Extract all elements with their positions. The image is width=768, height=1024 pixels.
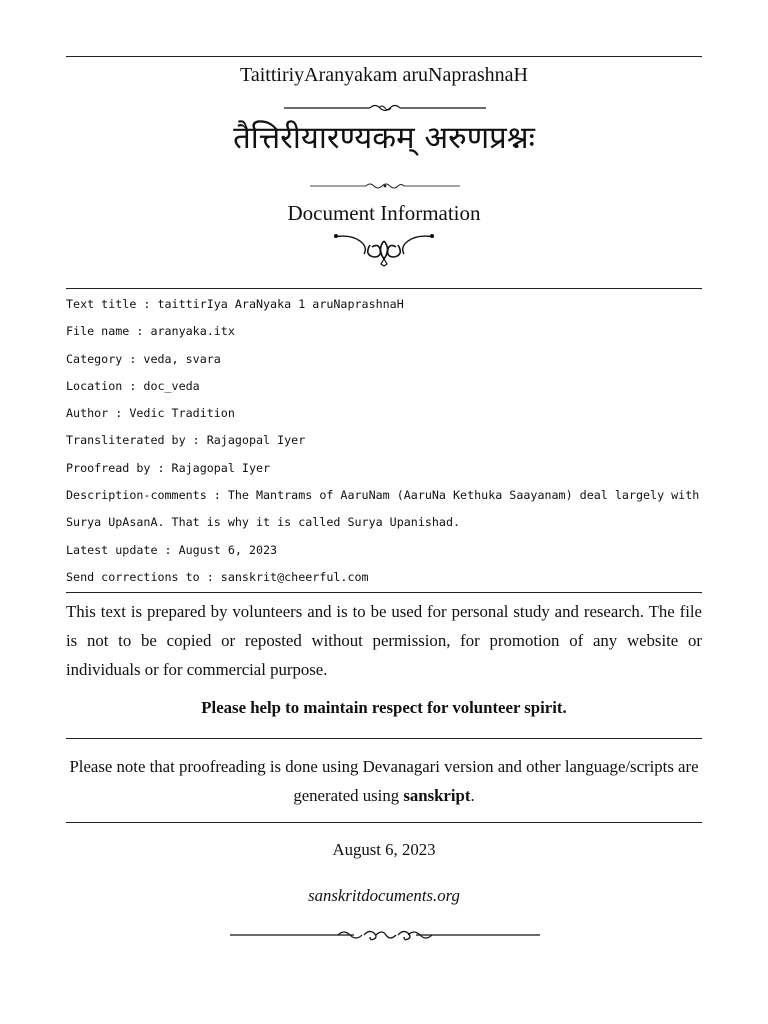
- metadata-line-latest-update: Latest update : August 6, 2023: [66, 542, 278, 557]
- ornament-divider-bottom: [228, 927, 542, 943]
- page-title: TaittiriyAranyakam aruNaprashnaH: [240, 64, 528, 86]
- metadata-line-category: Category : veda, svara: [66, 351, 221, 366]
- top-rule: [66, 56, 702, 57]
- footer-rule: [66, 822, 702, 823]
- proofreading-tool: sanskript: [403, 786, 471, 805]
- metadata-line-text-title: Text title : taittirIya AraNyaka 1 aruNaprashnaH: [66, 297, 404, 311]
- metadata-line-send-corrections: Send corrections to : sanskrit@cheerful.com: [66, 569, 369, 584]
- site-name: sanskritdocuments.org: [308, 886, 460, 905]
- metadata-line-author: Author : Vedic Tradition: [66, 406, 235, 421]
- metadata-line-file-name: File name : aranyaka.itx: [66, 324, 235, 339]
- metadata-line-proofread-by: Proofread by : Rajagopal Iyer: [66, 460, 271, 475]
- metadata-bottom-rule: [66, 592, 702, 593]
- flourish-ornament: [330, 227, 438, 267]
- document-date: August 6, 2023: [332, 840, 436, 859]
- usage-notice: This text is prepared by volunteers and is to be used for personal study and research. The file is not to be copied or reposted without permission, for promotion of any website or individuals or for commercial purpose.: [66, 602, 702, 679]
- metadata-top-rule: [66, 288, 702, 289]
- metadata-block: [66, 291, 716, 591]
- proofreading-notice: [66, 752, 702, 810]
- metadata-line-location: Location : doc_veda: [66, 378, 200, 393]
- proofreading-suffix: .: [470, 786, 475, 805]
- proofreading-text: Please note that proofreading is done using Devanagari version and other language/scripts are generated using: [69, 757, 699, 805]
- ornament-divider-top: [282, 101, 488, 115]
- metadata-line-description: Description-comments : The Mantrams of AaruNam (AaruNa Kethuka Saayanam) deal largely with: [66, 488, 700, 503]
- notice-rule: [66, 738, 702, 739]
- metadata-line-description-cont: Surya UpAsanA. That is why it is called Surya Upanishad.: [66, 515, 461, 530]
- devanagari-title: तैत्तिरीयारण्यकम् अरुणप्रश्नः: [233, 120, 535, 156]
- section-title: Document Information: [287, 201, 481, 225]
- respect-notice: Please help to maintain respect for volunteer spirit.: [201, 698, 567, 717]
- ornament-divider-small: [308, 180, 462, 192]
- metadata-line-transliterated-by: Transliterated by : Rajagopal Iyer: [66, 433, 306, 448]
